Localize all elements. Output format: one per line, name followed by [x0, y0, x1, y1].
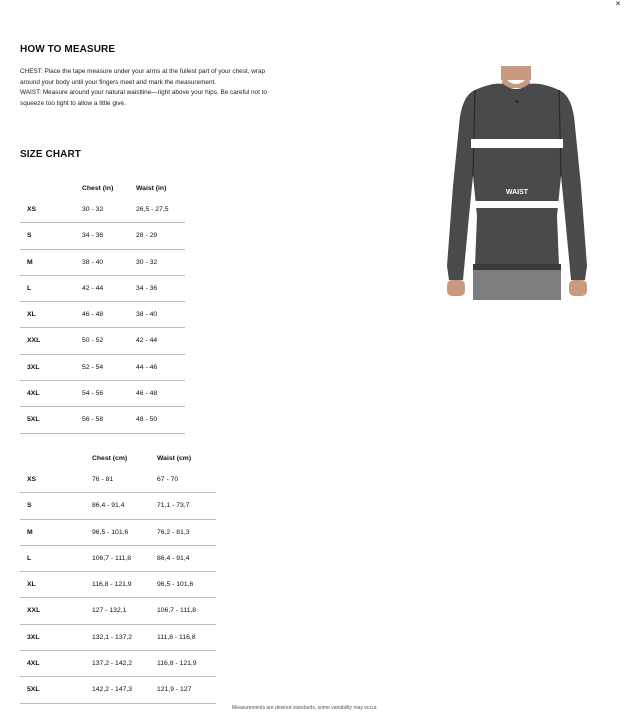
chest-cell: 50 - 52 — [82, 337, 104, 345]
waist-cell: 121,9 - 127 — [157, 686, 192, 694]
chest-cell: 46 - 48 — [82, 311, 104, 319]
waist-cm-header: Waist (cm) — [157, 455, 192, 462]
waist-cell: 86,4 - 91,4 — [157, 554, 190, 562]
size-cell: XS — [27, 206, 37, 213]
table-body — [20, 197, 185, 434]
table-header — [20, 453, 216, 467]
table-row — [20, 598, 216, 624]
table-header — [20, 183, 185, 197]
size-cell: M — [27, 258, 33, 266]
waist-cell: 28 - 29 — [136, 232, 158, 240]
table-row — [20, 625, 216, 651]
waist-in-header: Waist (in) — [136, 185, 167, 192]
chest-label: CHEST — [505, 139, 529, 146]
chest-cell: 127 - 132,1 — [92, 607, 127, 615]
size-chart-title: SIZE CHART — [20, 149, 81, 160]
size-table-cm — [20, 453, 216, 704]
waist-cell: 71,1 - 73,7 — [157, 502, 190, 510]
table-row — [20, 328, 185, 354]
chest-cell: 76 - 81 — [92, 476, 114, 483]
size-cell: 3XL — [27, 363, 40, 371]
size-cell: XXL — [27, 607, 41, 615]
waist-cell: 26,5 - 27,5 — [136, 206, 169, 213]
table-row — [20, 276, 185, 302]
table-row — [20, 223, 185, 249]
waist-cell: 42 - 44 — [136, 337, 158, 345]
chest-cell: 38 - 40 — [82, 258, 104, 266]
waist-cell: 76,2 - 81,3 — [157, 528, 190, 536]
size-cell: XXL — [27, 337, 41, 345]
size-cell: XL — [27, 581, 36, 589]
chest-cell: 56 - 58 — [82, 416, 104, 424]
table-row — [20, 651, 216, 677]
waist-cell: 38 - 40 — [136, 311, 158, 319]
chest-cell: 142,2 - 147,3 — [92, 686, 133, 694]
table-row — [20, 467, 216, 493]
chest-in-header: Chest (in) — [82, 185, 114, 192]
chest-cell: 30 - 32 — [82, 206, 104, 213]
model-left-hand — [447, 280, 465, 296]
size-cell: S — [27, 232, 32, 240]
table-body — [20, 467, 216, 704]
close-icon[interactable]: ˟ — [616, 0, 620, 13]
measurement-figure — [423, 66, 607, 300]
table-row — [20, 493, 216, 519]
chest-cell: 132,1 - 137,2 — [92, 633, 133, 641]
waist-cell: 34 - 36 — [136, 284, 158, 292]
size-cell: L — [27, 284, 32, 292]
chest-cell: 96,5 - 101,6 — [92, 528, 129, 536]
chest-cell: 106,7 - 111,8 — [92, 554, 132, 562]
size-table-inches — [20, 183, 185, 434]
chest-cell: 42 - 44 — [82, 284, 104, 292]
size-cell: L — [27, 554, 32, 562]
waist-cell: 30 - 32 — [136, 258, 158, 266]
size-cell: 3XL — [27, 633, 40, 641]
table-row — [20, 572, 216, 598]
waist-cell: 116,8 - 121,9 — [157, 660, 197, 668]
size-cell: XL — [27, 311, 36, 319]
table-row — [20, 355, 185, 381]
table-row — [20, 381, 185, 407]
table-row — [20, 302, 185, 328]
chest-cell: 116,8 - 121,9 — [92, 581, 132, 589]
table-row — [20, 197, 185, 223]
chest-cell: 52 - 54 — [82, 363, 104, 371]
size-cell: 4XL — [27, 660, 40, 668]
table-row — [20, 520, 216, 546]
chest-cell: 54 - 56 — [82, 390, 104, 398]
model-head — [501, 66, 531, 80]
shirt-hem — [473, 264, 561, 270]
chest-instructions: CHEST: Place the tape measure under your arms at the fullest part of your chest, wrap around your body until your fingers meet and mark the measurement. — [20, 68, 266, 86]
how-to-measure-title: HOW TO MEASURE — [20, 44, 116, 55]
chest-cell: 86,4 - 91,4 — [92, 502, 125, 510]
chest-cell: 34 - 36 — [82, 232, 104, 240]
waist-cell: 44 - 46 — [136, 363, 158, 371]
model-illustration — [423, 66, 607, 300]
waist-label: WAIST — [505, 189, 529, 196]
size-cell: 5XL — [27, 686, 40, 694]
chest-cm-header: Chest (cm) — [92, 455, 128, 462]
waist-instructions: WAIST: Measure around your natural waistline—right above your hips. Be careful not to squeeze too tight to allow a little give. — [20, 89, 267, 107]
waist-cell: 111,8 - 116,8 — [157, 633, 196, 641]
size-cell: 4XL — [27, 390, 40, 398]
chest-cell: 137,2 - 142,2 — [92, 660, 133, 668]
waist-cell: 46 - 48 — [136, 390, 158, 398]
size-cell: S — [27, 502, 32, 510]
size-cell: XS — [27, 476, 37, 483]
brand-logo-icon: ⚭ — [514, 98, 520, 106]
table-row — [20, 407, 185, 433]
table-row — [20, 677, 216, 703]
footnote: Measurements are desired standards, some variability may occur. — [232, 705, 378, 711]
waist-band — [475, 201, 559, 208]
waist-cell: 106,7 - 111,8 — [157, 607, 197, 615]
how-to-measure-description — [20, 67, 282, 109]
model-right-hand — [569, 280, 587, 296]
model-shirt — [447, 84, 587, 280]
waist-cell: 48 - 50 — [136, 416, 158, 424]
table-row — [20, 250, 185, 276]
size-cell: M — [27, 528, 33, 536]
size-cell: 5XL — [27, 416, 40, 424]
waist-cell: 96,5 - 101,6 — [157, 581, 194, 589]
table-row — [20, 546, 216, 572]
waist-cell: 67 - 70 — [157, 476, 179, 483]
